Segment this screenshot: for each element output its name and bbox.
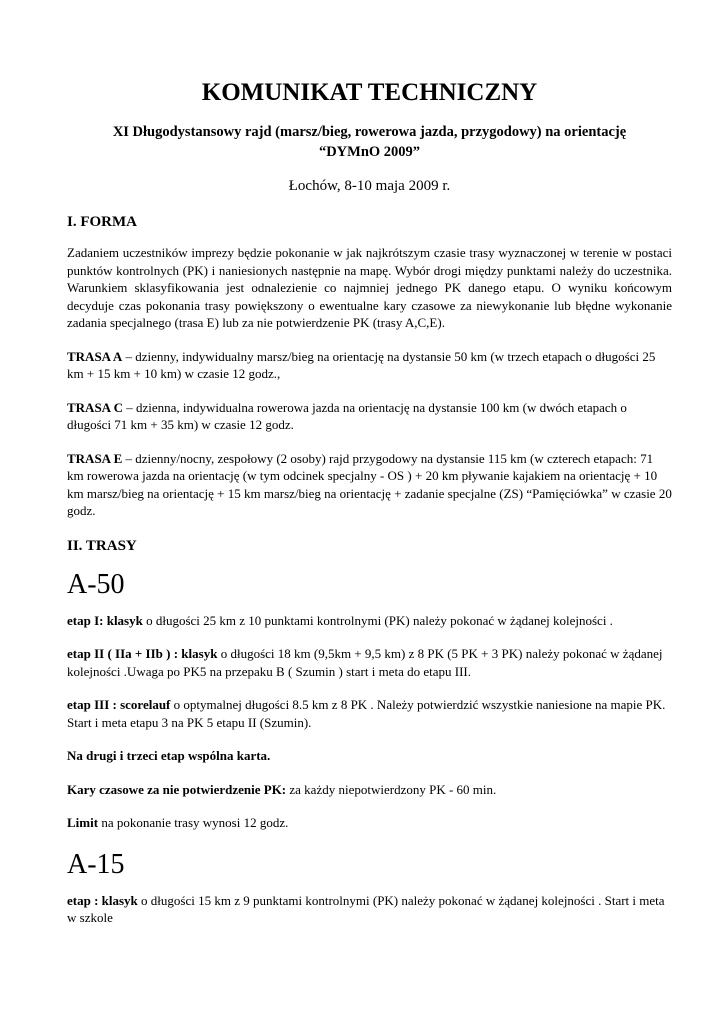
- trasa-a-label: TRASA A: [67, 348, 123, 364]
- a50-etap2-paragraph: [67, 645, 672, 680]
- trasa-e-text: – dzienny/nocny, zespołowy (2 osoby) rajd przygodowy na dystansie 115 km (w czterech etapach: 71 km rowerowa jazda na orientację (w tym odcinek specjalny - OS ) + 20 km pływanie kajakiem na orientację + 10 km marsz/bieg na orientację + 15 km marsz/bieg na orientację + zadanie specjalne (ZS) “Pamięciówka” w czasie 20 godz.: [67, 450, 672, 518]
- a50-etap1-paragraph: [67, 612, 672, 630]
- trasa-e-label: TRASA E: [67, 450, 123, 466]
- a50-kary-label: Kary czasowe za nie potwierdzenie PK:: [67, 781, 287, 797]
- a50-limit-text: na pokonanie trasy wynosi 12 godz.: [98, 815, 289, 830]
- a50-limit-label: Limit: [67, 815, 99, 830]
- document-title: KOMUNIKAT TECHNICZNY: [201, 79, 538, 106]
- trasa-c-paragraph: [67, 399, 672, 434]
- a50-limit-paragraph: [67, 814, 672, 832]
- a50-etap3-label: etap III : scorelauf: [67, 697, 171, 712]
- a50-etap2-text: o długości 18 km (9,5km + 9,5 km) z 8 PK (5 PK + 3 PK) należy pokonać w żądanej kolejności .Uwaga po PK5 na przepaku B ( Szumin ) start i meta do etapu III.: [67, 646, 663, 679]
- subtitle-line-2: “DYMnO 2009”: [318, 144, 421, 160]
- place-and-date: Łochów, 8-10 maja 2009 r.: [288, 178, 451, 194]
- document-subtitle: [67, 122, 672, 162]
- a50-kary-text: za każdy niepotwierdzony PK - 60 min.: [286, 781, 497, 797]
- section-heading-trasy: II. TRASY: [67, 537, 137, 554]
- a50-etap3-paragraph: [67, 696, 672, 731]
- subtitle-line-1: XI Długodystansowy rajd (marsz/bieg, rowerowa jazda, przygodowy) na orientację: [112, 124, 627, 140]
- a50-etap3-text: o optymalnej długości 8.5 km z 8 PK . Należy potwierdzić wszystkie naniesione na mapie PK. Start i meta etapu 3 na PK 5 etapu II (Szumin).: [67, 697, 666, 730]
- a50-etap1-text: o długości 25 km z 10 punktami kontrolnymi (PK) należy pokonać w żądanej kolejności .: [142, 612, 613, 628]
- route-a15-title: A-15: [67, 848, 125, 880]
- a50-wspolna-karta-text: Na drugi i trzeci etap wspólna karta.: [67, 748, 271, 763]
- section-heading-forma: I. FORMA: [67, 214, 137, 230]
- a15-etap-label: etap : klasyk: [67, 892, 138, 908]
- route-a50-title: A-50: [67, 568, 125, 600]
- trasa-a-paragraph: [67, 348, 672, 383]
- a15-etap-paragraph: [67, 892, 672, 927]
- a15-etap-text: o długości 15 km z 9 punktami kontrolnymi (PK) należy pokonać w żądanej kolejności . Start i meta w szkole: [67, 892, 665, 925]
- a50-etap2-label: etap II ( IIa + IIb ) : klasyk: [67, 646, 218, 661]
- trasa-a-text: – dzienny, indywidualny marsz/bieg na orientację na dystansie 50 km (w trzech etapach o długości 25 km + 15 km + 10 km) w czasie 12 godz.,: [67, 348, 656, 381]
- a50-etap1-label: etap I: klasyk: [67, 612, 143, 628]
- trasa-c-label: TRASA C: [67, 399, 123, 415]
- a50-kary-paragraph: [67, 781, 672, 799]
- trasa-e-paragraph: [67, 450, 672, 520]
- a50-wspolna-karta: [67, 747, 672, 765]
- forma-intro-paragraph: Zadaniem uczestników imprezy będzie pokonanie w jak najkrótszym czasie trasy wyznaczonej w terenie w postaci punktów kontrolnych (PK) i naniesionych następnie na mapę. Wybór drogi między punktami należy do uczestnika. Warunkiem sklasyfikowania jest odnalezienie co najmniej jednego PK danego etapu. O wyniku końcowym decyduje czas pokonania trasy powiększony o ewentualne kary czasowe za niewykonanie lub błędne wykonanie zadania specjalnego (trasa E) lub za nie potwierdzenie PK (trasy A,C,E).: [67, 245, 672, 330]
- trasa-c-text: – dzienna, indywidualna rowerowa jazda na orientację na dystansie 100 km (w dwóch etapach o długości 71 km + 35 km) w czasie 12 godz.: [67, 399, 627, 432]
